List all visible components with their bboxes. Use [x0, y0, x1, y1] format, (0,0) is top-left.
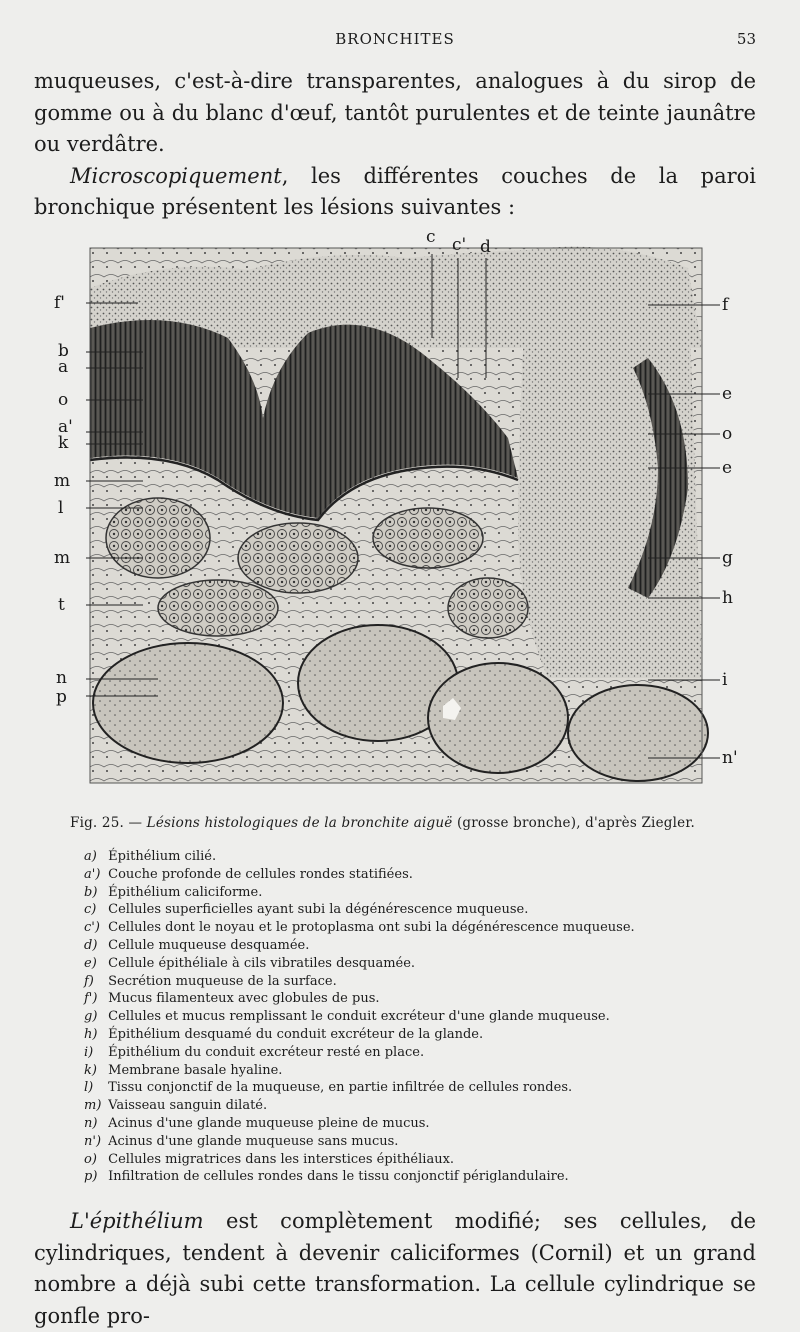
- legend-key: e): [84, 955, 97, 971]
- paragraph-epithelium: [34, 1206, 756, 1332]
- legend-text: Mucus filamenteux avec globules de pus.: [108, 991, 380, 1007]
- legend-item: [84, 1026, 744, 1044]
- legend-key: n): [84, 1115, 98, 1131]
- infiltrate: [238, 523, 358, 593]
- fig-label-left: p: [56, 687, 67, 707]
- fig-label-right: n': [722, 748, 738, 768]
- fig-label-left: a': [58, 417, 73, 437]
- fig-label-right: f: [722, 295, 729, 315]
- legend-key: c'): [84, 920, 100, 936]
- paragraph-rest: est complètement modifié; ses cellules, de cylindriques, tendent à devenir caliciformes (Cornil) et un grand nombre a déjà subi cette transformation. La cellule cylindrique se gonfle pro-: [34, 1209, 756, 1328]
- gland-acinus: [93, 643, 283, 763]
- legend-key: f): [84, 973, 94, 989]
- legend-key: o): [84, 1151, 97, 1167]
- legend-key: k): [84, 1062, 97, 1078]
- legend-text: Cellules et mucus remplissant le conduit excréteur d'une glande muqueuse.: [108, 1009, 610, 1025]
- legend-key: l): [84, 1080, 94, 1096]
- fig-label-top: c: [426, 228, 436, 247]
- running-head: [0, 30, 800, 54]
- figure-caption: [70, 815, 740, 831]
- vessel-dilated: [106, 498, 210, 578]
- legend-key: i): [84, 1044, 94, 1060]
- legend-item: [84, 1044, 744, 1062]
- running-title: BRONCHITES: [335, 30, 455, 48]
- legend-item: [84, 1097, 744, 1115]
- bottom-text: [34, 1206, 756, 1332]
- caption-source: (grosse bronche), d'après Ziegler.: [456, 815, 695, 831]
- fig-label-right: o: [722, 424, 733, 444]
- fig-label-left: m: [54, 471, 71, 491]
- legend-text: Cellule muqueuse desquamée.: [108, 937, 310, 953]
- legend-key: g): [84, 1009, 98, 1025]
- paragraph-microscopiquement: [34, 161, 756, 224]
- fig-label-left: o: [58, 390, 69, 410]
- legend-text: Acinus d'une glande muqueuse pleine de mucus.: [108, 1115, 430, 1131]
- legend-key: b): [84, 884, 98, 900]
- legend-text: Couche profonde de cellules rondes statifiées.: [108, 866, 413, 882]
- caption-title: Lésions histologiques de la bronchite aiguë: [146, 815, 453, 831]
- paragraph-continuation: muqueuses, c'est-à-dire transparentes, analogues à du sirop de gomme ou à du blanc d'œuf, tantôt purulentes et de teinte jaunâtre ou verdâtre.: [34, 69, 756, 156]
- legend-item: [84, 937, 744, 955]
- fig-label-right: e: [722, 384, 733, 404]
- fig-label-right: i: [722, 670, 728, 690]
- legend-key: n'): [84, 1133, 102, 1149]
- legend-text: Épithélium du conduit excréteur resté en place.: [108, 1044, 425, 1060]
- legend-item: [84, 1151, 744, 1169]
- legend-text: Infiltration de cellules rondes dans le tissu conjonctif périglandulaire.: [108, 1169, 569, 1185]
- legend-text: Épithélium desquamé du conduit excréteur de la glande.: [108, 1026, 484, 1042]
- legend-item: [84, 901, 744, 919]
- italic-lead: Microscopiquement: [70, 163, 282, 188]
- legend-text: Tissu conjonctif de la muqueuse, en partie infiltrée de cellules rondes.: [108, 1080, 573, 1096]
- legend-item: [84, 848, 744, 866]
- legend-text: Vaisseau sanguin dilaté.: [108, 1098, 268, 1114]
- fig-label-left: t: [58, 595, 65, 615]
- legend-text: Acinus d'une glande muqueuse sans mucus.: [108, 1133, 399, 1149]
- legend-text: Cellules superficielles ayant subi la dégénérescence muqueuse.: [108, 902, 529, 918]
- legend-text: Cellules migratrices dans les interstices épithéliaux.: [108, 1151, 455, 1167]
- fig-label-right: g: [722, 548, 733, 568]
- legend-key: p): [84, 1169, 98, 1185]
- legend-key: c): [84, 902, 97, 918]
- legend-item: [84, 973, 744, 991]
- legend-item: [84, 884, 744, 902]
- fig-label-left: l: [58, 498, 64, 518]
- legend-key: h): [84, 1026, 98, 1042]
- legend-text: Secrétion muqueuse de la surface.: [108, 973, 337, 989]
- legend-item: [84, 1168, 744, 1186]
- fig-label-left: f': [54, 293, 65, 313]
- infiltrate: [158, 580, 278, 636]
- infiltrate: [448, 578, 528, 638]
- legend-item: [84, 1115, 744, 1133]
- legend-item: [84, 1133, 744, 1151]
- fig-label-left: a: [58, 357, 69, 377]
- italic-lead: L'épithélium: [70, 1209, 204, 1233]
- legend-item: [84, 955, 744, 973]
- infiltrate: [373, 508, 483, 568]
- legend-item: [84, 1008, 744, 1026]
- legend-key: a): [84, 849, 97, 864]
- legend-key: m): [84, 1098, 102, 1114]
- legend-item: [84, 990, 744, 1008]
- page-number: 53: [736, 30, 756, 48]
- legend-item: [84, 919, 744, 937]
- legend-item: [84, 1079, 744, 1097]
- caption-fig-number: Fig. 25. —: [70, 815, 143, 831]
- gland-acinus: [568, 685, 708, 781]
- legend-key: f'): [84, 991, 98, 1007]
- legend-text: Cellules dont le noyau et le protoplasma ont subi la dégénérescence muqueuse.: [108, 920, 635, 936]
- paragraph-rest: , les différentes couches de la paroi bronchique présentent les lésions suivantes :: [34, 163, 756, 219]
- legend-item: [84, 866, 744, 884]
- legend-text: Épithélium caliciforme.: [108, 884, 263, 900]
- legend-text: Épithélium cilié.: [108, 849, 217, 864]
- legend-key: a'): [84, 866, 101, 882]
- figure-legend: [84, 848, 744, 1186]
- fig-label-left: m: [54, 548, 71, 568]
- fig-label-top: c': [452, 235, 467, 255]
- fig-label-top: d: [480, 237, 491, 257]
- fig-label-left: b: [58, 341, 69, 361]
- legend-text: Cellule épithéliale à cils vibratiles desquamée.: [108, 955, 416, 971]
- fig-label-right: e: [722, 458, 733, 478]
- fig-label-left: k: [58, 433, 69, 453]
- legend-text: Membrane basale hyaline.: [108, 1062, 283, 1078]
- top-text: [34, 66, 756, 224]
- histology-figure: [48, 228, 744, 798]
- legend-key: d): [84, 937, 98, 953]
- legend-item: [84, 1062, 744, 1080]
- fig-label-left: n: [56, 668, 67, 688]
- fig-label-right: h: [722, 588, 733, 608]
